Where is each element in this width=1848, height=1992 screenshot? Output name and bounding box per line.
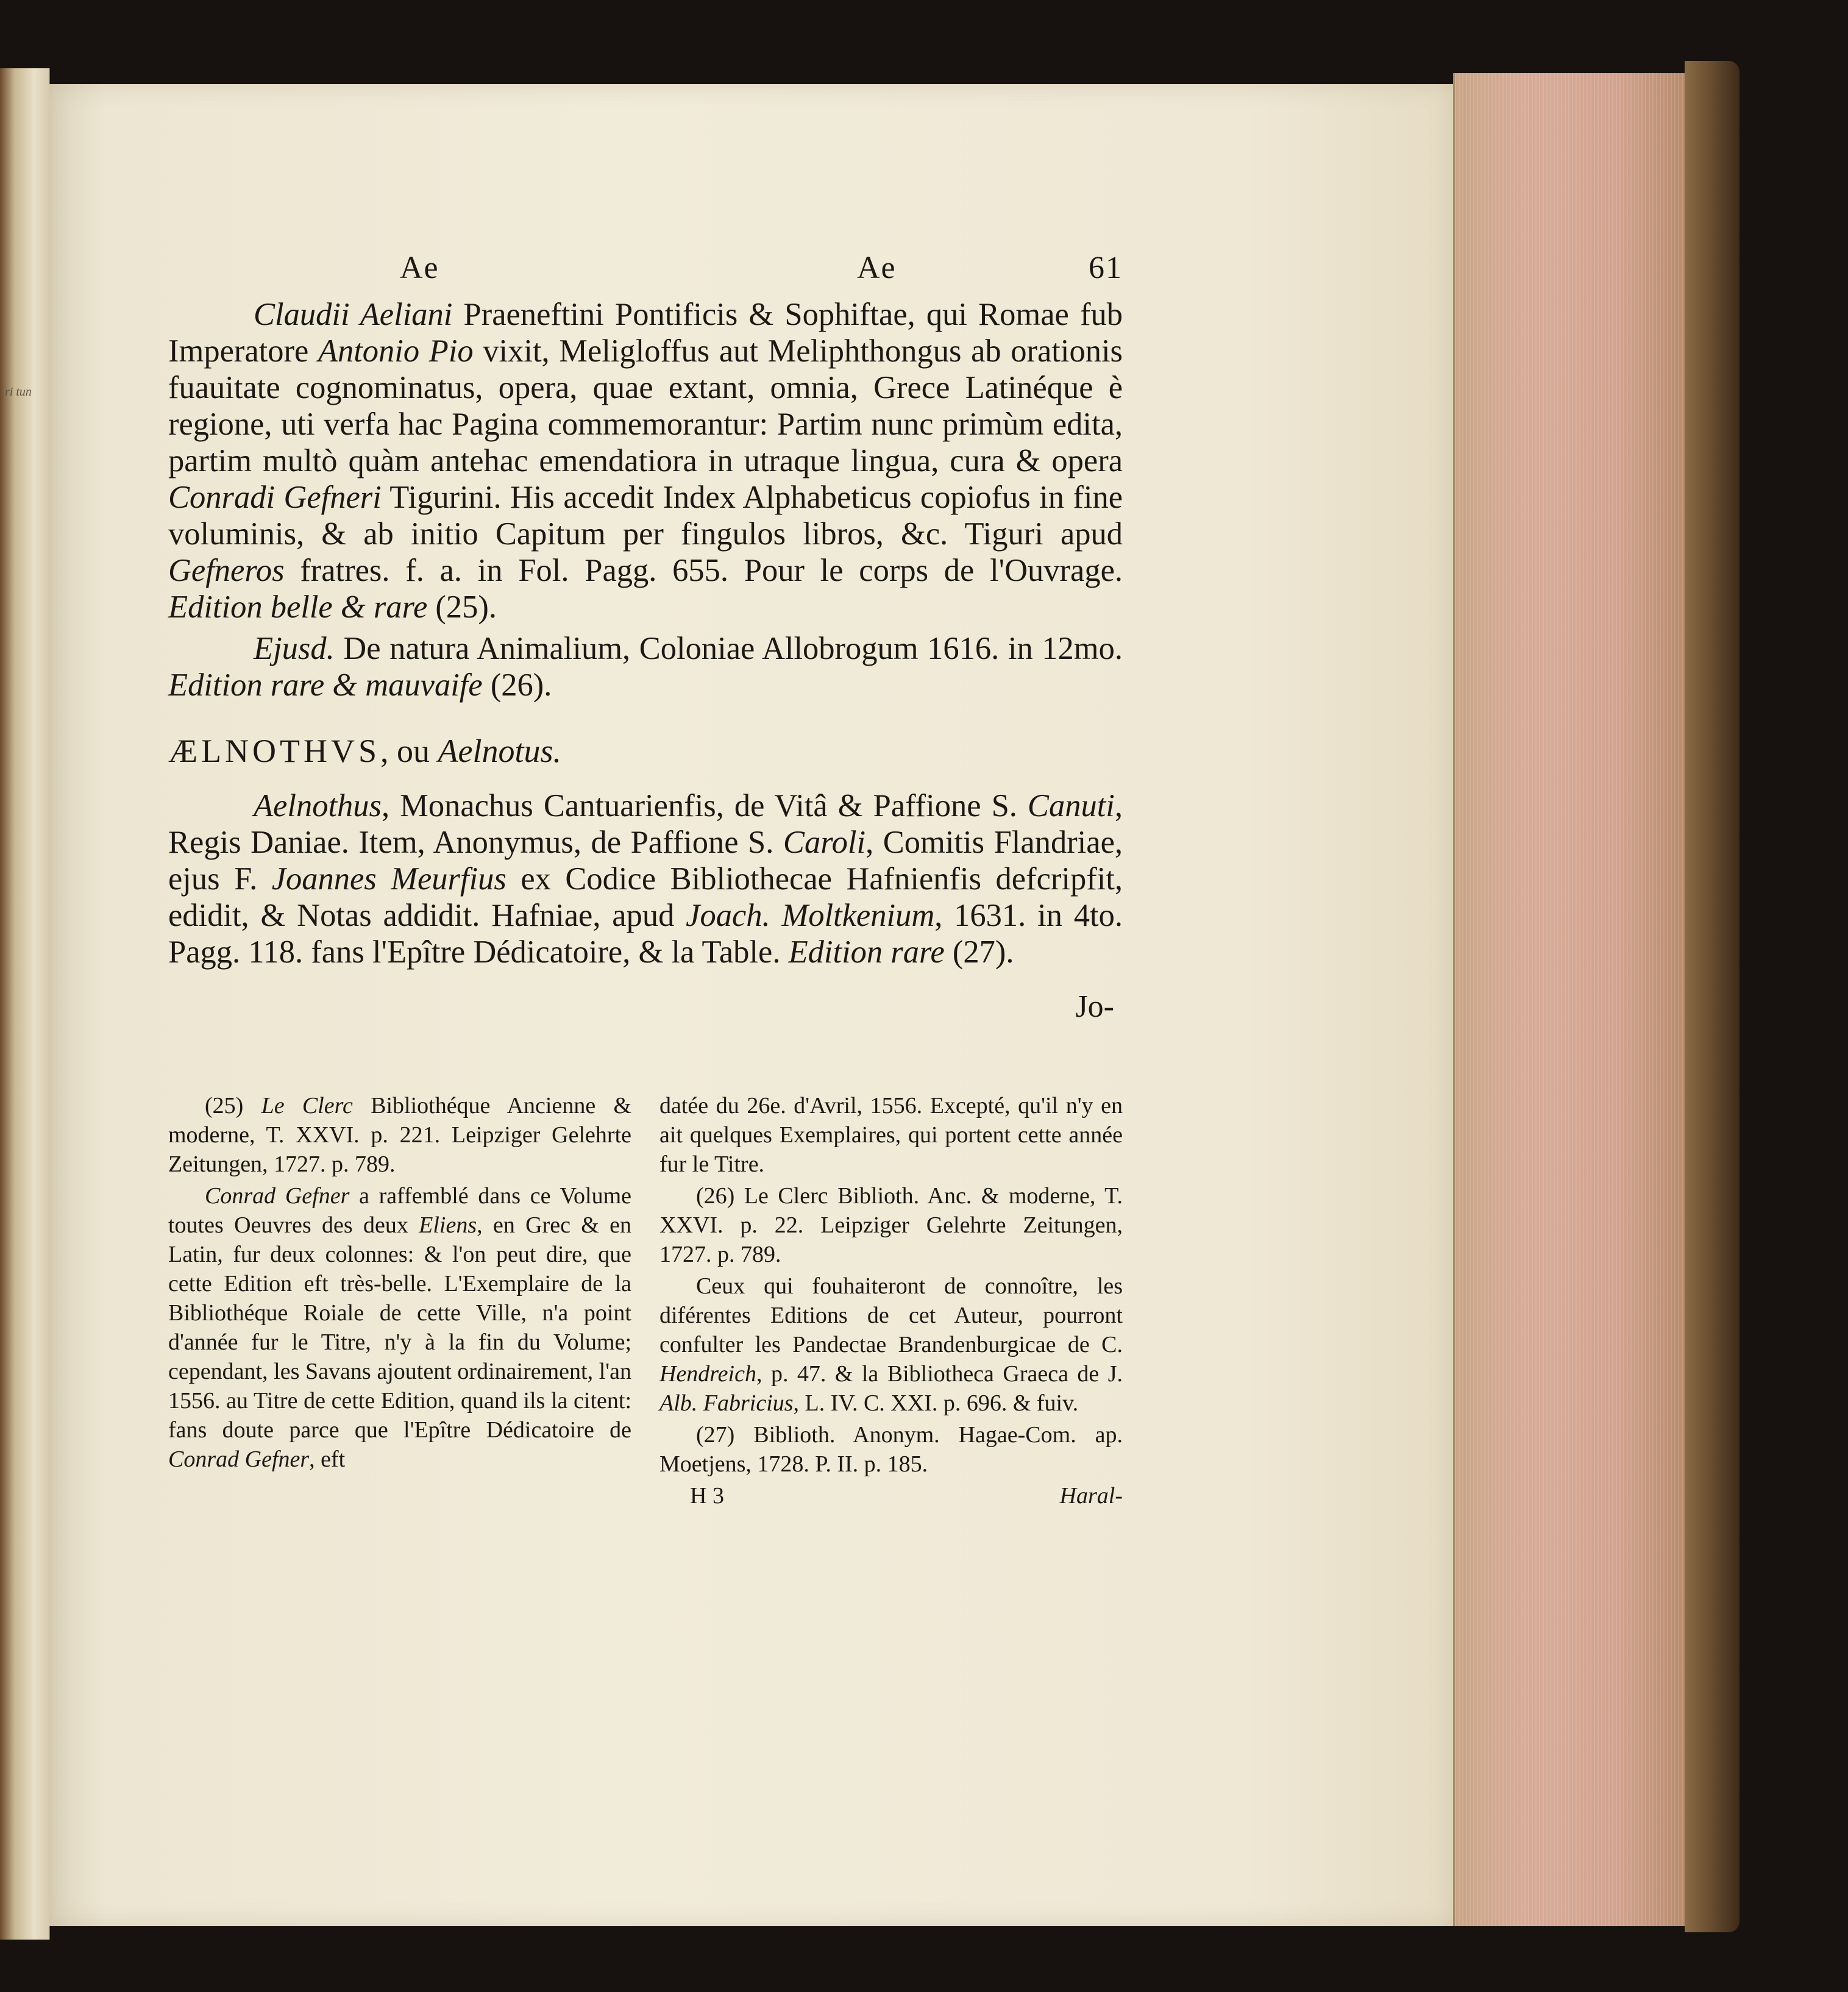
footnote-ref: (27). [944, 934, 1014, 970]
section-heading [168, 733, 1123, 769]
footnotes [168, 1091, 1123, 1510]
catchword: Jo- [1075, 989, 1114, 1024]
footnote-name: Conrad Gefner [205, 1183, 350, 1209]
entry-text: ex Codice Bibliothecae Hafnienfis defcripfit, edidit, & Notas addidit. Hafniae, apud [168, 861, 1123, 933]
page-number: 61 [1089, 251, 1123, 285]
author-name: Aelnothus [254, 788, 382, 823]
footnote-text: , L. IV. C. XXI. p. 696. & fuiv. [793, 1390, 1079, 1416]
page-fore-edge [1453, 73, 1686, 1926]
entry-text: , 1631. in 4to. Pagg. 118. fans l'Epître Dédicatoire, & la Table. [168, 898, 1123, 970]
footer-catchword: Haral- [1059, 1483, 1123, 1509]
footnote-name: Hendreich [659, 1361, 756, 1387]
footnote-text: Bibliothéque Ancienne & moderne, T. XXVI. p. 221. Leipziger Gelehrte Zeitungen, 1727. p. 789. [168, 1093, 632, 1177]
editor-name: Conradi Gefneri [168, 480, 382, 515]
entry-body [168, 296, 1123, 970]
footnote-text: , p. 47. & la Bibliotheca Graeca de J. [756, 1361, 1123, 1387]
footnote-27: (27) Biblioth. Anonym. Hagae-Com. ap. Moetjens, 1728. P. II. p. 185. [659, 1422, 1123, 1477]
running-head [168, 250, 1123, 296]
entry-text: De natura Animalium, Coloniae Allobrogum 1616. in 12mo. [334, 631, 1123, 666]
edition-note: Edition belle & rare [168, 589, 428, 625]
running-head-center: Ae [857, 251, 897, 285]
editor-name: Joannes Meurfius [271, 861, 506, 897]
entry-aelian-works [168, 296, 1123, 625]
emperor-name: Antonio Pio [318, 333, 474, 369]
facing-page-edge [0, 68, 50, 1940]
entry-aelnothus [168, 788, 1123, 970]
footnote-26-commentary [659, 1272, 1123, 1418]
footnote-25-commentary [168, 1181, 631, 1474]
author-name: Claudii Aeliani [254, 297, 453, 332]
footnote-author: Le Clerc [261, 1093, 353, 1119]
signature-line [659, 1481, 1123, 1510]
entry-text: , Monachus Cantuarienfis, de Vitâ & Paffione S. [381, 788, 1028, 823]
entry-aelian-animals [168, 630, 1123, 703]
footnote-column-left [168, 1091, 631, 1510]
footnote-ref: (26). [482, 667, 552, 703]
footnote-25 [168, 1091, 631, 1179]
footnote-text: , eft [309, 1446, 346, 1472]
footnote-text: , en Grec & en Latin, fur deux colonnes: & l'on peut dire, que cette Edition eft très-belle. L'Exemplaire de la Bibliothéque Roiale de cette Ville, n'a point d'année fur le Titre, n'y à la fin du Volume; cependant, les Savans ajoutent ordinairement, l'an 1556. au Titre de cette Edition, quand ils la citent: fans doute parce que l'Epître Dédicatoire de [168, 1212, 631, 1443]
saint-name: Caroli [783, 825, 866, 860]
running-head-left: Ae [400, 251, 439, 285]
edition-note: Edition rare & mauvaife [168, 667, 483, 703]
footnote-text: Ceux qui fouhaiteront de connoître, les diférentes Editions de cet Auteur, pourront confulter les Pandectae Brandenburgicae de C. [659, 1273, 1123, 1357]
main-text-block [168, 250, 1123, 1025]
heading-alt: Aelnotus. [438, 733, 561, 769]
printer-name: Gefneros [168, 553, 285, 588]
heading-main: ÆLNOTHVS [168, 733, 381, 769]
footnote-text: a raffemblé dans ce Volume toutes Oeuvres des deux [168, 1183, 631, 1238]
footnote-name: Alb. Fabricius [659, 1390, 794, 1416]
entry-text: Tigurini. His accedit Index Alphabeticus copiofus in fine voluminis, & ab initio Capitum per fingulos libros, &c. Tiguri apud [168, 480, 1123, 552]
footnote-name: Conrad Gefner [168, 1446, 310, 1472]
footnote-name: Eliens [419, 1212, 477, 1238]
entry-text: , Comitis Flandriae, ejus F. [168, 825, 1123, 897]
footnote-number: (25) [205, 1093, 261, 1119]
printer-name: Joach. Moltkenium [686, 898, 935, 933]
footnote-column-right [659, 1091, 1123, 1510]
margin-note: ri tun [5, 385, 32, 399]
entry-text: fratres. f. a. in Fol. Pagg. 655. Pour le corps de l'Ouvrage. [284, 553, 1123, 588]
footnote-ref: (25). [427, 589, 497, 625]
entry-text: , Regis Daniae. Item, Anonymus, de Paffione S. [168, 788, 1123, 860]
entry-text: vixit, Meligloffus aut Meliphthongus ab orationis fuauitate cognominatus, opera, quae extant, omnia, Grece Latinéque è regione, uti verfa hac Pagina commemorantur: Partim nunc primùm edita, partim multò quàm antehac emendatiora in utraque lingua, cura & opera [168, 333, 1123, 478]
signature-mark: H 3 [690, 1483, 724, 1509]
footnote-25-continued: datée du 26e. d'Avril, 1556. Excepté, qu'il n'y en ait quelques Exemplaires, qui portent cette année fur le Titre. [659, 1093, 1123, 1177]
ejusd-label: Ejusd. [254, 631, 335, 666]
book-cover-edge [1685, 61, 1740, 1932]
footnote-26: (26) Le Clerc Biblioth. Anc. & moderne, T. XXVI. p. 22. Leipziger Gelehrte Zeitungen, 1727. p. 789. [659, 1183, 1123, 1267]
saint-name: Canuti [1027, 788, 1115, 823]
entry-text: Praeneftini Pontificis & Sophiftae, qui Romae fub Imperatore [168, 297, 1123, 369]
heading-separator: , ou [380, 733, 438, 769]
edition-note: Edition rare [788, 934, 945, 970]
